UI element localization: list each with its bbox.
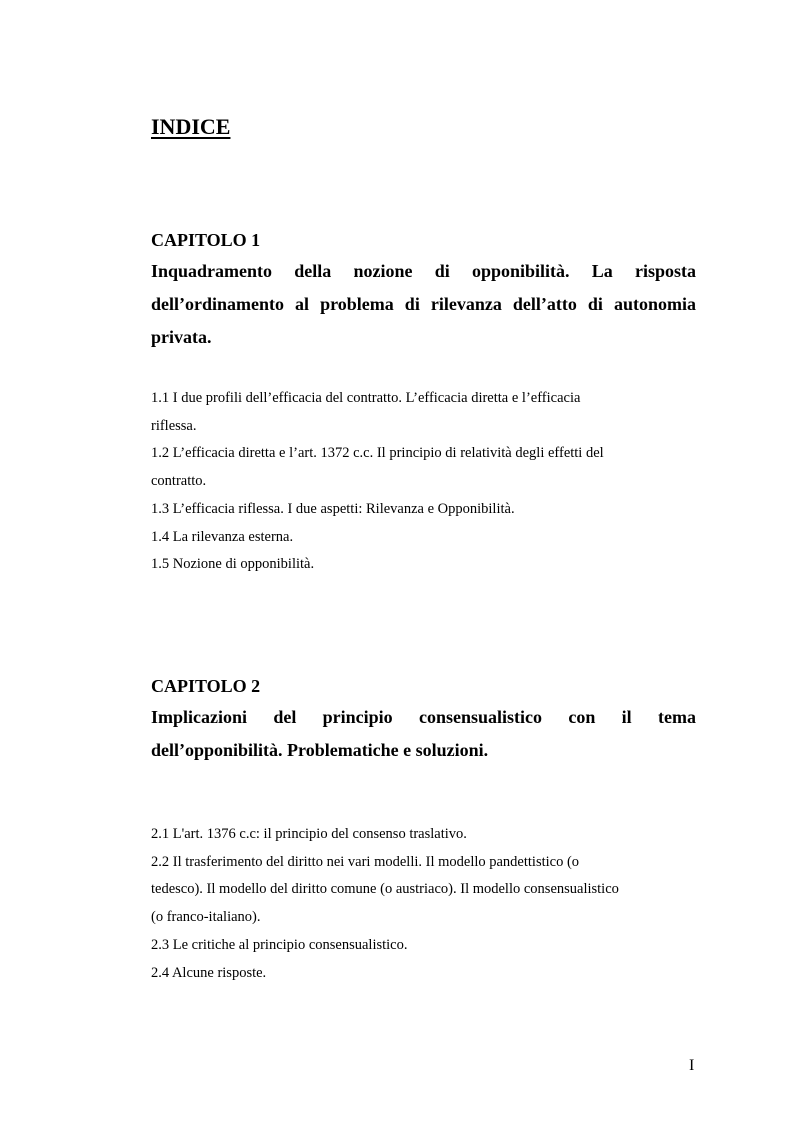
chapter-2-sections xyxy=(151,821,696,987)
chapter-1-title xyxy=(151,255,696,354)
chapter-1-title-line: privata. xyxy=(151,327,212,347)
toc-entry: 1.3 L’efficacia riflessa. I due aspetti: Rilevanza e Opponibilità. xyxy=(151,500,515,517)
chapter-2-label: CAPITOLO 2 xyxy=(151,676,261,696)
chapter-1-title-line: Inquadramento della nozione di opponibilità. La risposta xyxy=(151,261,696,281)
chapter-2-title xyxy=(151,701,696,767)
chapter-1-label: CAPITOLO 1 xyxy=(151,230,261,250)
chapter-1-sections xyxy=(151,385,696,579)
toc-entry: 2.2 Il trasferimento del diritto nei vari modelli. Il modello pandettistico (o xyxy=(151,853,580,870)
toc-entry: 2.4 Alcune risposte. xyxy=(151,964,267,981)
toc-entry: 1.1 I due profili dell’efficacia del contratto. L’efficacia diretta e l’efficacia xyxy=(151,390,581,406)
toc-entry: 1.5 Nozione di opponibilità. xyxy=(151,556,315,573)
chapter-1-title-line: dell’ordinamento al problema di rilevanza dell’atto di autonomia xyxy=(151,294,696,314)
toc-entry: 2.3 Le critiche al principio consensualistico. xyxy=(151,936,408,953)
toc-entry: 1.2 L’efficacia diretta e l’art. 1372 c.c. Il principio di relatività degli effetti del xyxy=(151,445,604,462)
toc-entry: 2.1 L'art. 1376 c.c: il principio del consenso traslativo. xyxy=(151,826,467,842)
chapter-2-title-line: Implicazioni del principio consensualistico con il tema xyxy=(151,707,696,727)
page-number: I xyxy=(689,1057,695,1074)
toc-entry: tedesco). Il modello del diritto comune (o austriaco). Il modello consensualistico xyxy=(151,881,619,898)
toc-entry: (o franco-italiano). xyxy=(151,909,261,926)
index-heading: INDICE xyxy=(151,114,231,139)
toc-entry: contratto. xyxy=(151,473,207,490)
toc-entry: 1.4 La rilevanza esterna. xyxy=(151,528,294,545)
chapter-2-title-line: dell’opponibilità. Problematiche e soluzioni. xyxy=(151,740,489,760)
toc-entry: riflessa. xyxy=(151,417,197,434)
